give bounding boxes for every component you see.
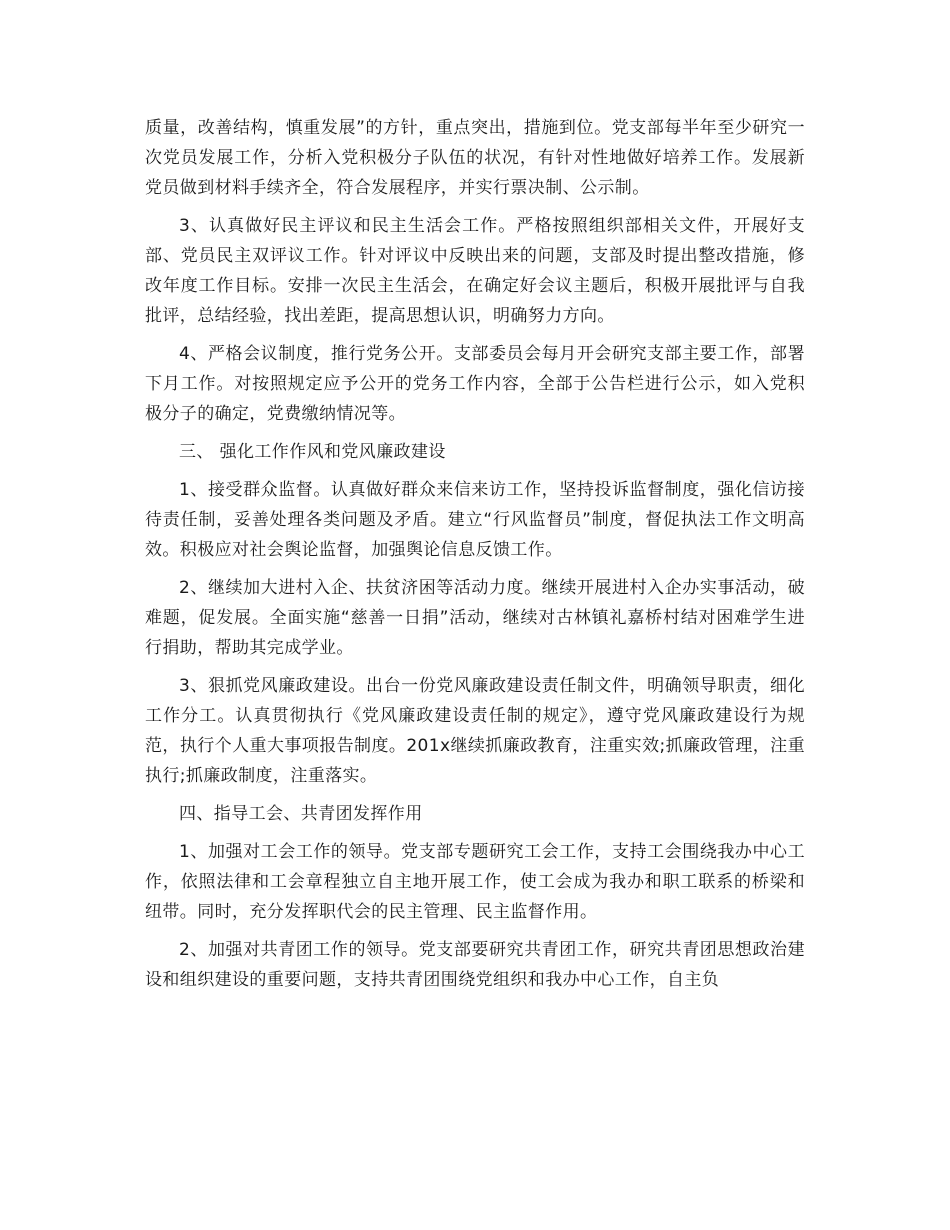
paragraph: 2、加强对共青团工作的领导。党支部要研究共青团工作，研究共青团思想政治建设和组织建设的重要问题，支持共青团围绕党组织和我办中心工作，自主负 (145, 940, 805, 990)
paragraph: 1、加强对工会工作的领导。党支部专题研究工会工作，支持工会围绕我办中心工作，依照法律和工会章程独立自主地开展工作，使工会成为我办和职工联系的桥梁和纽带。同时，充分发挥职代会的民主管理、民主监督作用。 (145, 842, 805, 922)
document-body (145, 113, 805, 1003)
paragraph: 1、接受群众监督。认真做好群众来信来访工作，坚持投诉监督制度，强化信访接待责任制，妥善处理各类问题及矛盾。建立“行风监督员”制度，督促执法工作文明高效。积极应对社会舆论监督，加强舆论信息反馈工作。 (145, 480, 805, 560)
paragraph: 质量，改善结构，慎重发展”的方针，重点突出，措施到位。党支部每半年至少研究一次党员发展工作，分析入党积极分子队伍的状况，有针对性地做好培养工作。发展新党员做到材料手续齐全，符合发展程序，并实行票决制、公示制。 (145, 118, 805, 198)
section-heading: 四、指导工会、共青团发挥作用 (179, 804, 423, 824)
paragraph: 4、严格会议制度，推行党务公开。支部委员会每月开会研究支部主要工作，部署下月工作。对按照规定应予公开的党务工作内容，全部于公告栏进行公示，如入党积极分子的确定，党费缴纳情况等。 (145, 344, 805, 424)
paragraph: 2、继续加大进村入企、扶贫济困等活动力度。继续开展进村入企办实事活动，破难题，促发展。全面实施“慈善一日捐”活动，继续对古林镇礼嘉桥村结对困难学生进行捐助，帮助其完成学业。 (145, 578, 805, 658)
section-heading: 三、 强化工作作风和党风廉政建设 (179, 442, 446, 462)
paragraph: 3、认真做好民主评议和民主生活会工作。严格按照组织部相关文件，开展好支部、党员民主双评议工作。针对评议中反映出来的问题，支部及时提出整改措施，修改年度工作目标。安排一次民主生活会，在确定好会议主题后，积极开展批评与自我批评，总结经验，找出差距，提高思想认识，明确努力方向。 (145, 216, 805, 326)
paragraph: 3、狠抓党风廉政建设。出台一份党风廉政建设责任制文件，明确领导职责，细化工作分工。认真贯彻执行《党风廉政建设责任制的规定》，遵守党风廉政建设行为规范，执行个人重大事项报告制度。201x继续抓廉政教育，注重实效;抓廉政管理，注重执行;抓廉政制度，注重落实。 (145, 676, 805, 786)
